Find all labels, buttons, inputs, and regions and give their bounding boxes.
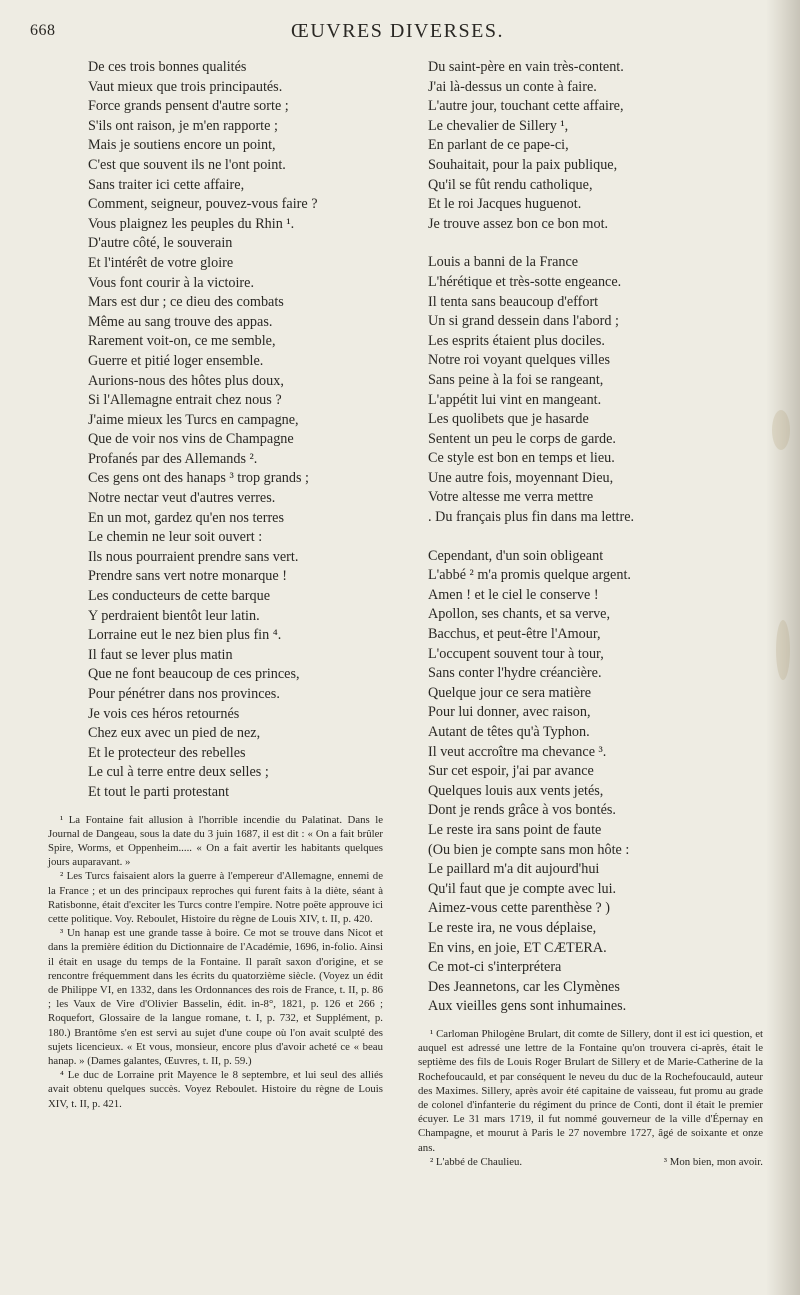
verse-line: Force grands pensent d'autre sorte ; xyxy=(88,98,289,115)
verse-line: Dont je rends grâce à vos bontés. xyxy=(428,802,616,819)
verse-line: Apollon, ses chants, et sa verve, xyxy=(428,606,611,623)
verse-line: Ils nous pourraient prendre sans vert. xyxy=(88,548,299,565)
verse-line: Du saint-père en vain très-content. xyxy=(428,59,624,75)
footnote: ² L'abbé de Chaulieu. xyxy=(430,1155,523,1168)
right-verse-block xyxy=(428,58,763,1017)
page-number: 668 xyxy=(30,22,56,39)
footnote-pair xyxy=(418,1155,763,1169)
running-title: ŒUVRES DIVERSES. xyxy=(291,20,504,42)
verse-line: Quelques louis aux vents jetés, xyxy=(428,782,604,799)
verse-line: Cependant, d'un soin obligeant xyxy=(428,547,604,564)
verse-line: Sans peine à la foi se rangeant, xyxy=(428,371,604,388)
verse-line: Sentent un peu le corps de garde. xyxy=(428,430,616,447)
verse-line: Il tenta sans beaucoup d'effort xyxy=(428,293,599,310)
right-footnotes xyxy=(418,1027,763,1169)
verse-line: Le cul à terre entre deux selles ; xyxy=(88,764,269,781)
verse-line: Qu'il se fût rendu catholique, xyxy=(428,176,593,193)
paper-stain xyxy=(772,410,790,450)
verse-line: Aux vieilles gens sont inhumaines. xyxy=(428,998,627,1015)
footnote: ³ Un hanap est une grande tasse à boire. Ce mot se trouve dans Nicot et dans la première édition du Dictionnaire de l'Académie, 1696, in-folio. Ainsi il était en usage du temps de la Fontaine. Il paraît saxon d'origine, et se rencontre fréquemment dans les écrits du quatorzième siècle. (Voyez un édit de Philippe VI, en 1332, dans les Ordonnances des rois de France, t. II, p. 86 ; les Vaux de Vire d'Olivier Basselin, édit. in-8°, 1821, p. 126 et 266 ; Roquefort, Glossaire de la langue romane, t. I, p. 732, et Supplément, p. 180.) Brantôme s'en est servi au sujet d'une coupe où l'on avait sculpté des sujets licencieux. « Et vous, monsieur, encore plus d'avoir acheté ce « beau hanap. » (Dames galantes, Œuvres, t. II, p. 59.) xyxy=(48,927,383,1068)
verse-line: Bacchus, et peut-être l'Amour, xyxy=(428,626,601,643)
verse-line: Vaut mieux que trois principautés. xyxy=(88,78,283,95)
verse-line: Il faut se lever plus matin xyxy=(88,646,233,663)
verse-line: Quelque jour ce sera matière xyxy=(428,684,592,701)
verse-line: Amen ! et le ciel le conserve ! xyxy=(428,586,599,603)
stanza-break xyxy=(428,528,763,547)
verse-line: Les quolibets que je hasarde xyxy=(428,411,589,428)
verse-line: Prendre sans vert notre monarque ! xyxy=(88,568,287,585)
verse-line: Qu'il faut que je compte avec lui. xyxy=(428,880,617,897)
verse-line: Aimez-vous cette parenthèse ? ) xyxy=(428,900,610,917)
footnote: ⁴ Le duc de Lorraine prit Mayence le 8 septembre, et lui seul des alliés avait obtenu quelques succès. Voyez Reboulet. Histoire du règne de Louis XIV, t. II, p. 421. xyxy=(48,1069,383,1110)
verse-line: Des Jeannetons, car les Clymènes xyxy=(428,978,620,995)
verse-line: S'ils ont raison, je m'en rapporte ; xyxy=(88,117,278,134)
verse-line: J'ai là-dessus un conte à faire. xyxy=(428,78,597,95)
footnote: ³ Mon bien, mon avoir. xyxy=(663,1155,763,1168)
verse-line: L'hérétique et très-sotte engeance. xyxy=(428,273,622,290)
verse-line: Je vois ces héros retournés xyxy=(88,705,240,722)
verse-line: Le paillard m'a dit aujourd'hui xyxy=(428,861,600,878)
verse-line: Que ne font beaucoup de ces princes, xyxy=(88,666,300,683)
verse-line: Il veut accroître ma chevance ³. xyxy=(428,743,607,760)
verse-line: (Ou bien je compte sans mon hôte : xyxy=(428,841,630,858)
verse-line: Sur cet espoir, j'ai par avance xyxy=(428,763,594,780)
verse-line: Même au sang trouve des appas. xyxy=(88,313,273,330)
verse-line: Sans conter l'hydre créancière. xyxy=(428,665,602,682)
verse-line: Pour pénétrer dans nos provinces. xyxy=(88,686,280,702)
verse-line: Aurions-nous des hôtes plus doux, xyxy=(88,372,284,389)
verse-line: Souhaitait, pour la paix publique, xyxy=(428,156,618,173)
right-column xyxy=(418,58,763,1169)
verse-line: Louis a banni de la France xyxy=(428,254,579,271)
verse-line: De ces trois bonnes qualités xyxy=(88,59,247,75)
verse-line: Une autre fois, moyennant Dieu, xyxy=(428,469,614,486)
verse-line: Les conducteurs de cette barque xyxy=(88,588,270,605)
page-header xyxy=(30,20,765,50)
verse-line: Et tout le parti protestant xyxy=(88,783,230,800)
left-column xyxy=(48,58,383,1111)
verse-line: Que de voir nos vins de Champagne xyxy=(88,431,294,448)
verse-line: En parlant de ce pape-ci, xyxy=(428,137,569,154)
verse-line: Rarement voit-on, ce me semble, xyxy=(88,333,276,350)
stanza-break xyxy=(428,234,763,253)
verse-line: Un si grand dessein dans l'abord ; xyxy=(428,313,619,330)
verse-line: Mars est dur ; ce dieu des combats xyxy=(88,294,284,311)
verse-line: Mais je soutiens encore un point, xyxy=(88,137,276,154)
verse-line: . Du français plus fin dans ma lettre. xyxy=(428,509,635,526)
verse-line: Ces gens ont des hanaps ³ trop grands ; xyxy=(88,470,309,487)
verse-line: L'occupent souvent tour à tour, xyxy=(428,645,604,662)
footnote: ¹ Carloman Philogène Brulart, dit comte de Sillery, dont il est ici question, et auquel est adressé une lettre de la Fontaine qu'on trouvera ci-après, était le septième des fils de Louis Roger Brulart de Sillery et de Marie-Catherine de la Rochefoucauld, et par conséquent le neveu du duc de la Rochefoucauld, auteur des Maximes. Sillery, après avoir été capitaine de vaisseau, fut promu au grade de colonel d'infanterie du régiment du prince de Conti, dont il était le premier écuyer. Le 31 mars 1719, il fut nommé gouverneur de la ville d'Épernay en Champagne, et mourut à Paris le 27 novembre 1727, âgé de soixante et onze ans. xyxy=(418,1027,763,1154)
verse-line: Le chevalier de Sillery ¹, xyxy=(428,117,569,134)
verse-line: Le reste ira sans point de faute xyxy=(428,821,602,838)
verse-line: Ce style est bon en temps et lieu. xyxy=(428,450,615,467)
verse-line: C'est que souvent ils ne l'ont point. xyxy=(88,156,286,173)
verse-line: Et le roi Jacques huguenot. xyxy=(428,196,582,213)
verse-line: Je trouve assez bon ce bon mot. xyxy=(428,215,609,232)
verse-line: Si l'Allemagne entrait chez nous ? xyxy=(88,392,282,409)
verse-line: En vins, en joie, ET CÆTERA. xyxy=(428,939,607,956)
paper-stain xyxy=(776,620,790,680)
verse-line: L'appétit lui vint en mangeant. xyxy=(428,391,602,408)
verse-line: Le reste ira, ne vous déplaise, xyxy=(428,919,597,936)
verse-line: L'abbé ² m'a promis quelque argent. xyxy=(428,567,631,584)
verse-line: Pour lui donner, avec raison, xyxy=(428,704,591,721)
verse-line: Comment, seigneur, pouvez-vous faire ? xyxy=(88,196,318,213)
verse-line: Notre nectar veut d'autres verres. xyxy=(88,490,276,507)
verse-line: Votre altesse me verra mettre xyxy=(428,489,594,506)
verse-line: Vous font courir à la victoire. xyxy=(88,274,255,291)
left-verse-block xyxy=(88,58,383,803)
verse-line: Vous plaignez les peuples du Rhin ¹. xyxy=(88,215,295,232)
verse-line: Autant de têtes qu'à Typhon. xyxy=(428,724,590,740)
left-footnotes xyxy=(48,813,383,1111)
verse-line: Guerre et pitié loger ensemble. xyxy=(88,352,264,369)
verse-line: Le chemin ne leur soit ouvert : xyxy=(88,529,263,546)
verse-line: Notre roi voyant quelques villes xyxy=(428,352,611,369)
footnote: ¹ La Fontaine fait allusion à l'horrible incendie du Palatinat. Dans le Journal de Dangeau, sous la date du 3 juin 1687, il est dit : « On a fait brûler Spire, Worms, et Oppenheim..... « On a fait avertir les habitants quelques jours auparavant. » xyxy=(48,813,383,869)
verse-line: L'autre jour, touchant cette affaire, xyxy=(428,98,624,115)
verse-line: Chez eux avec un pied de nez, xyxy=(88,725,261,742)
verse-line: En un mot, gardez qu'en nos terres xyxy=(88,509,284,526)
verse-line: Ce mot-ci s'interprétera xyxy=(428,959,562,976)
verse-line: Et le protecteur des rebelles xyxy=(88,744,246,761)
verse-line: Lorraine eut le nez bien plus fin ⁴. xyxy=(88,627,282,644)
verse-line: Y perdraient bientôt leur latin. xyxy=(88,607,260,624)
footnote: ² Les Turcs faisaient alors la guerre à l'empereur d'Allemagne, ennemi de la France ; et un des principaux reproches qui furent faits à la diète, séant à Ratisbonne, était d'exciter les Turcs contre l'empire. Notre poëte approuve ici cette politique. Voy. Reboulet, Histoire du règne de Louis XIV, t. II, p. 420. xyxy=(48,870,383,925)
verse-line: J'aime mieux les Turcs en campagne, xyxy=(88,411,299,428)
verse-line: Sans traiter ici cette affaire, xyxy=(88,176,245,193)
verse-line: Et l'intérêt de votre gloire xyxy=(88,254,234,271)
verse-line: D'autre côté, le souverain xyxy=(88,235,233,252)
verse-line: Profanés par des Allemands ². xyxy=(88,450,258,467)
verse-line: Les esprits étaient plus dociles. xyxy=(428,332,605,349)
